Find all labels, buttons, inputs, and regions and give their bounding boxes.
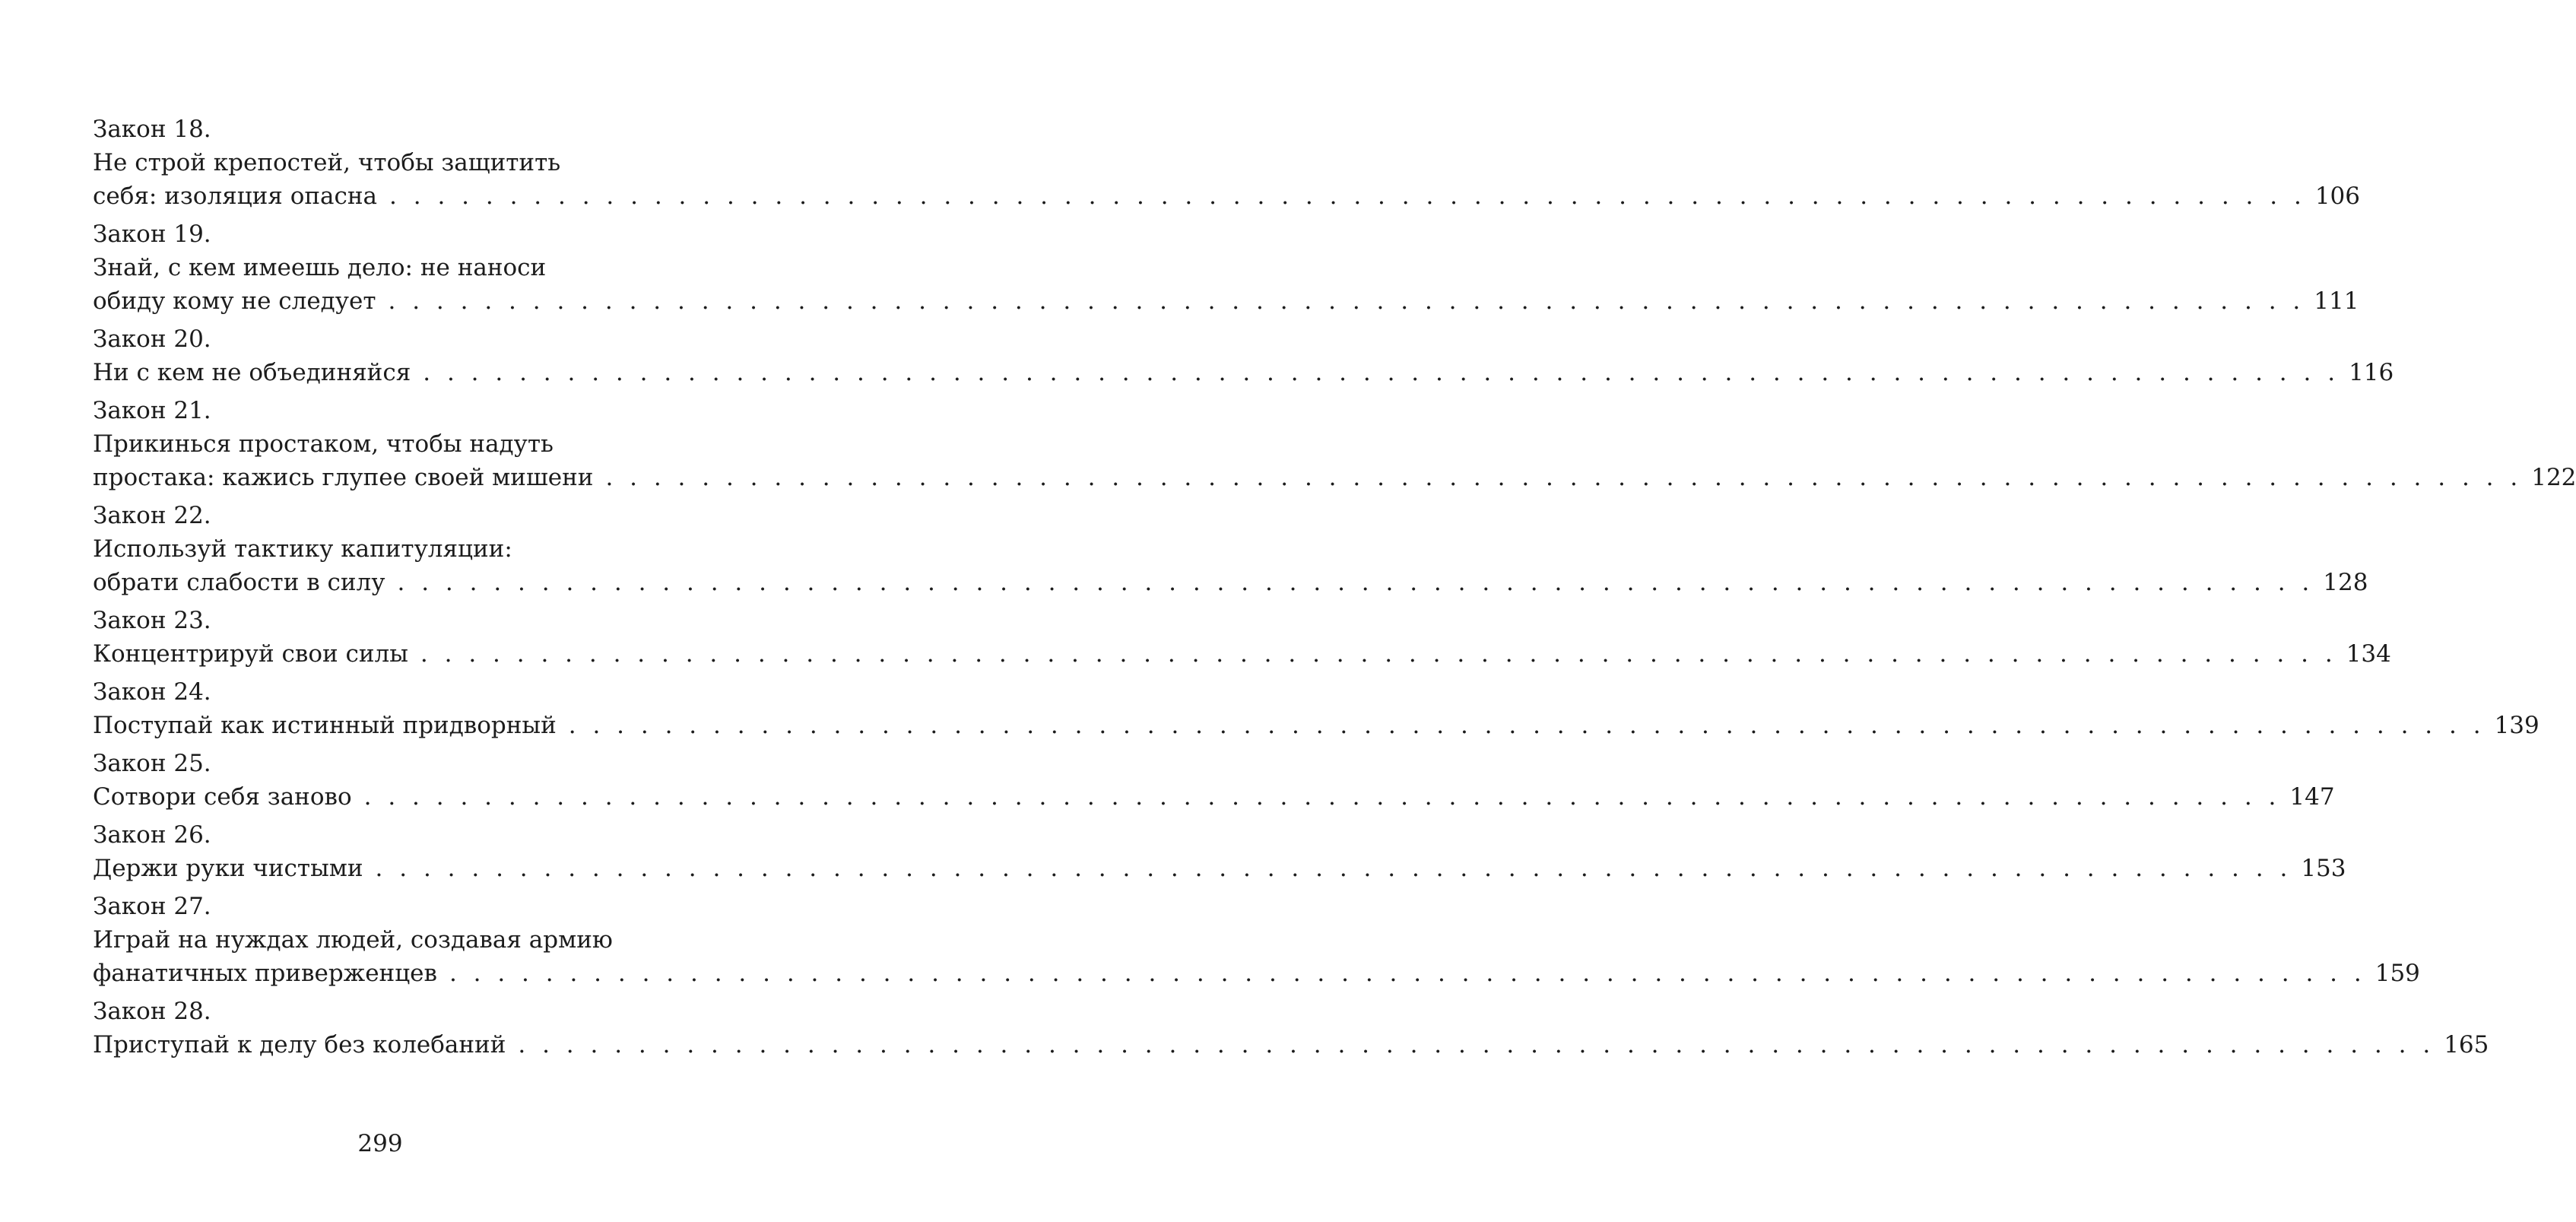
law-number: Закон 18. (93, 116, 211, 143)
dot-leader: . . . . . . . . . . . . . . . . . . . . . . . . . . . . . . . . . . . . . . . . . . . . . . . . . . . . . . . . . . . . . . . . . . . . . . . . . . . . . . . . (518, 1031, 2435, 1059)
toc-entry[interactable] (93, 113, 2360, 213)
dot-leader: . . . . . . . . . . . . . . . . . . . . . . . . . . . . . . . . . . . . . . . . . . . . . . . . . . . . . . . . . . . . . . . . . . . . . . . . . . . . . . . . (605, 464, 2523, 491)
toc-page-number[interactable]: 111 (2314, 287, 2359, 315)
law-title-line: Используй тактику капитуляции: (93, 535, 512, 563)
law-title-text: Держи руки чистыми (93, 855, 363, 882)
dot-leader: . . . . . . . . . . . . . . . . . . . . . . . . . . . . . . . . . . . . . . . . . . . . . . . . . . . . . . . . . . . . . . . . . . . . . . . . . . . . . . . . (363, 783, 2281, 811)
table-of-contents (93, 113, 2576, 1066)
toc-entry[interactable] (93, 604, 2391, 671)
law-title-line: Знай, с кем имеешь дело: не наноси (93, 254, 547, 281)
dot-leader: . . . . . . . . . . . . . . . . . . . . . . . . . . . . . . . . . . . . . . . . . . . . . . . . . . . . . . . . . . . . . . . . . . . . . . . . . . . . . . . . (420, 640, 2337, 668)
dot-leader: . . . . . . . . . . . . . . . . . . . . . . . . . . . . . . . . . . . . . . . . . . . . . . . . . . . . . . . . . . . . . . . . . . . . . . . . . . . . . . . . (389, 183, 2306, 210)
law-title-text: фанатичных приверженцев (93, 960, 437, 987)
dot-leader: . . . . . . . . . . . . . . . . . . . . . . . . . . . . . . . . . . . . . . . . . . . . . . . . . . . . . . . . . . . . . . . . . . . . . . . . . . . . . . . . (397, 569, 2314, 596)
law-number: Закон 27. (93, 893, 211, 920)
law-number: Закон 25. (93, 750, 211, 777)
law-title-text: обиду кому не следует (93, 287, 376, 315)
law-title-line: Прикинься простаком, чтобы надуть (93, 430, 554, 458)
law-title-line: Играй на нуждах людей, создавая армию (93, 926, 613, 954)
toc-page-number[interactable]: 134 (2346, 640, 2391, 668)
law-number: Закон 19. (93, 221, 211, 248)
law-title-last-line (93, 356, 2394, 389)
law-title-last-line (93, 780, 2335, 814)
law-number: Закон 22. (93, 502, 211, 529)
law-title-text: Сотвори себя заново (93, 783, 352, 811)
law-title-last-line (93, 179, 2360, 213)
toc-entry[interactable] (93, 394, 2576, 494)
law-title-last-line (93, 461, 2576, 494)
law-number: Закон 28. (93, 998, 211, 1025)
law-title-last-line (93, 852, 2346, 885)
toc-page-number[interactable]: 106 (2314, 183, 2360, 210)
toc-page-number[interactable]: 153 (2301, 855, 2346, 882)
toc-entry[interactable] (93, 675, 2540, 742)
toc-entry[interactable] (93, 217, 2359, 318)
law-title-last-line (93, 284, 2359, 318)
toc-page-number[interactable]: 159 (2375, 960, 2420, 987)
law-title-last-line (93, 1028, 2489, 1062)
law-title-last-line (93, 566, 2368, 599)
toc-entry[interactable] (93, 322, 2394, 389)
toc-entry[interactable] (93, 818, 2346, 885)
toc-entry[interactable] (93, 747, 2335, 814)
law-title-line: Не строй крепостей, чтобы защитить (93, 149, 561, 176)
toc-page-number[interactable]: 147 (2289, 783, 2335, 811)
dot-leader: . . . . . . . . . . . . . . . . . . . . . . . . . . . . . . . . . . . . . . . . . . . . . . . . . . . . . . . . . . . . . . . . . . . . . . . . . . . . . . . . (388, 287, 2305, 315)
dot-leader: . . . . . . . . . . . . . . . . . . . . . . . . . . . . . . . . . . . . . . . . . . . . . . . . . . . . . . . . . . . . . . . . . . . . . . . . . . . . . . . . (449, 960, 2366, 987)
law-title-text: Ни с кем не объединяйся (93, 359, 411, 386)
law-title-text: обрати слабости в силу (93, 569, 385, 596)
toc-entry[interactable] (93, 995, 2489, 1062)
law-title-last-line (93, 637, 2391, 671)
dot-leader: . . . . . . . . . . . . . . . . . . . . . . . . . . . . . . . . . . . . . . . . . . . . . . . . . . . . . . . . . . . . . . . . . . . . . . . . . . . . . . . . (423, 359, 2340, 386)
law-title-text: Поступай как истинный придворный (93, 712, 557, 739)
law-title-last-line (93, 957, 2420, 990)
law-number: Закон 23. (93, 607, 211, 634)
toc-page-number[interactable]: 165 (2444, 1031, 2489, 1059)
law-title-text: простака: кажись глупее своей мишени (93, 464, 594, 491)
law-number: Закон 26. (93, 821, 211, 849)
toc-entry[interactable] (93, 890, 2420, 990)
law-title-last-line (93, 709, 2540, 742)
law-title-text: Приступай к делу без колебаний (93, 1031, 506, 1059)
dot-leader: . . . . . . . . . . . . . . . . . . . . . . . . . . . . . . . . . . . . . . . . . . . . . . . . . . . . . . . . . . . . . . . . . . . . . . . . . . . . . . . . (375, 855, 2292, 882)
dot-leader: . . . . . . . . . . . . . . . . . . . . . . . . . . . . . . . . . . . . . . . . . . . . . . . . . . . . . . . . . . . . . . . . . . . . . . . . . . . . . . . . (568, 712, 2486, 739)
law-number: Закон 21. (93, 397, 211, 424)
toc-page-number[interactable]: 139 (2494, 712, 2540, 739)
page-number-footer: 299 (357, 1130, 403, 1157)
toc-page-number[interactable]: 116 (2349, 359, 2394, 386)
toc-page-number[interactable]: 128 (2323, 569, 2368, 596)
toc-entry[interactable] (93, 499, 2368, 599)
law-title-text: Концентрируй свои силы (93, 640, 408, 668)
law-title-text: себя: изоляция опасна (93, 183, 378, 210)
law-number: Закон 24. (93, 678, 211, 706)
toc-page-number[interactable]: 122 (2531, 464, 2576, 491)
law-number: Закон 20. (93, 325, 211, 353)
